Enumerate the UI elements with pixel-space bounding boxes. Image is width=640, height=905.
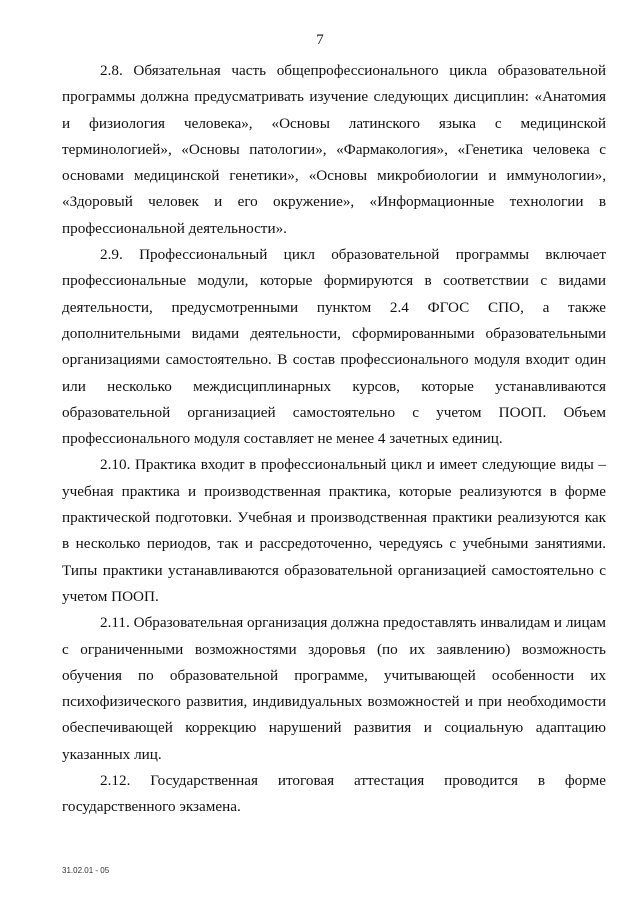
page-number: 7 [316,32,324,48]
document-body [62,58,606,821]
paragraph-2-11: 2.11. Образовательная организация должна предоставлять инвалидам и лицам с ограниченными возможностями здоровья (по их заявлению) возможность обучения по образовательной программе, учитывающей особенности их психофизического развития, индивидуальных возможностей и при необходимости обеспечивающей коррекцию нарушений развития и социальную адаптацию указанных лиц. [62,614,606,763]
document-code: 31.02.01 - 05 [62,866,110,875]
paragraph-2-10: 2.10. Практика входит в профессиональный цикл и имеет следующие виды – учебная практика и производственная практика, которые реализуются в форме практической подготовки. Учебная и производственная практики реализуются как в несколько периодов, так и рассредоточенно, чередуясь с учебными занятиями. Типы практики устанавливаются образовательной организацией самостоятельно с учетом ПООП. [62,456,606,605]
paragraph-2-12: 2.12. Государственная итоговая аттестация проводится в форме государственного экзамена. [62,772,606,816]
paragraph-2-9: 2.9. Профессиональный цикл образовательной программы включает профессиональные модули, которые формируются в соответствии с видами деятельности, предусмотренными пунктом 2.4 ФГОС СПО, а также дополнительными видами деятельности, сформированными образовательными организациями самостоятельно. В состав профессионального модуля входит один или несколько междисциплинарных курсов, которые устанавливаются образовательной организацией самостоятельно с учетом ПООП. Объем профессионального модуля составляет не менее 4 зачетных единиц. [62,246,606,448]
paragraph-2-8: 2.8. Обязательная часть общепрофессионального цикла образовательной программы должна предусматривать изучение следующих дисциплин: «Анатомия и физиология человека», «Основы латинского языка с медицинской терминологией», «Основы патологии», «Фармакология», «Генетика человека с основами медицинской генетики», «Основы микробиологии и иммунологии», «Здоровый человек и его окружение», «Информационные технологии в профессиональной деятельности». [62,62,606,237]
